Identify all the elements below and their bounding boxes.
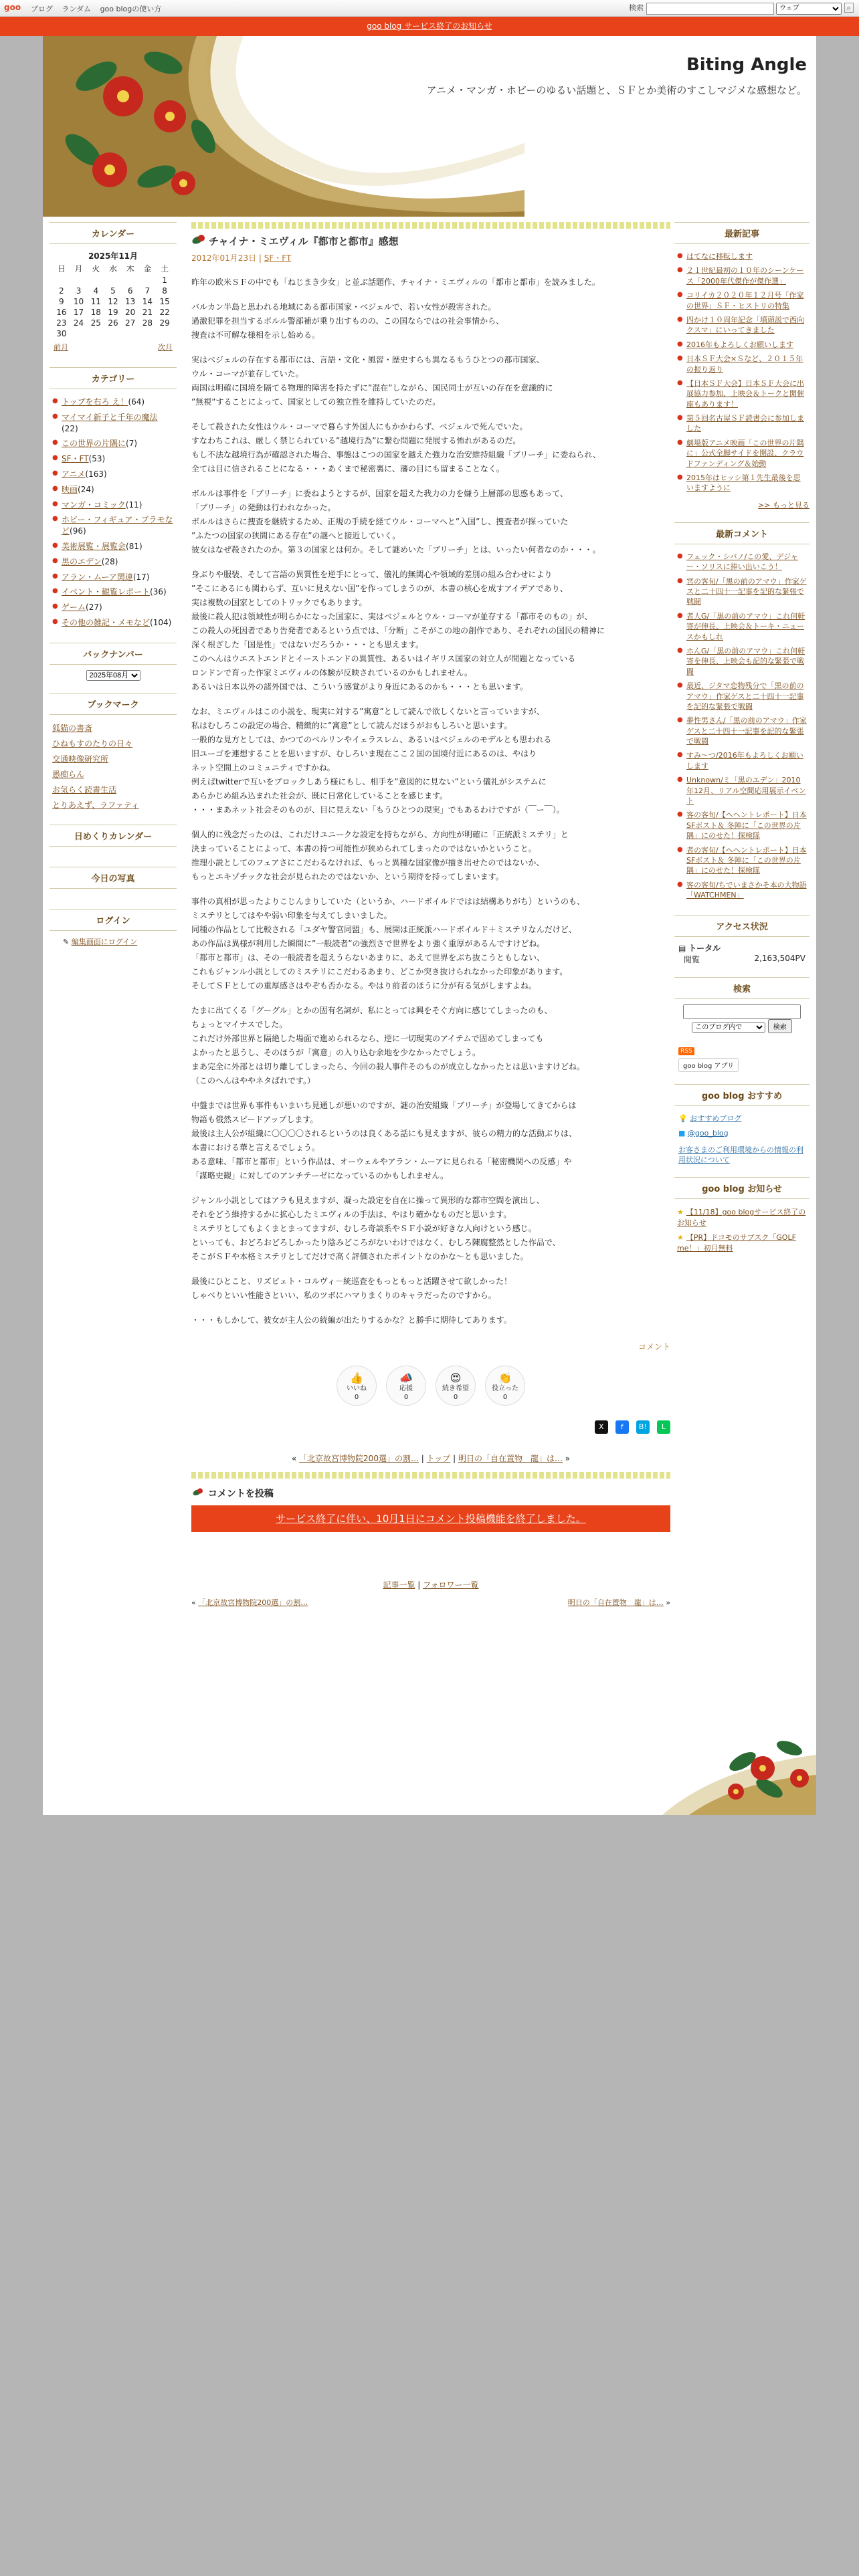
category-count: (163) <box>85 469 107 479</box>
category-item <box>52 395 174 410</box>
star-icon: ★ <box>677 1233 684 1243</box>
service-notice-bar <box>0 17 859 36</box>
category-block <box>50 367 177 631</box>
category-count: (64) <box>128 397 145 407</box>
bookmark-item <box>52 766 174 782</box>
category-list <box>50 395 177 631</box>
access-block <box>674 915 809 965</box>
recent-entries-block <box>674 222 809 510</box>
blog-header <box>43 36 816 217</box>
blog-search-button[interactable]: 検索 <box>768 1019 792 1033</box>
pencil-icon: ✎ <box>63 937 70 946</box>
calendar-block <box>50 222 177 355</box>
search-block <box>674 977 809 1033</box>
camellia-header-illustration <box>43 36 524 217</box>
recent-comment-link[interactable]: すみ～つ/2016年もよろしくお願いします <box>686 751 803 770</box>
recent-entry-item <box>677 377 807 411</box>
calendar-day <box>104 275 122 286</box>
bookmark-title: ブックマーク <box>50 693 177 715</box>
bulb-icon: 💡 <box>678 1113 688 1123</box>
recent-entry-item <box>677 411 807 436</box>
calendar-days <box>53 275 173 339</box>
reaction-label: 役立った <box>492 1385 518 1392</box>
recent-comment-item <box>677 714 807 748</box>
category-item <box>52 498 174 513</box>
chart-icon: ▤ <box>678 943 686 953</box>
calendar-day <box>122 328 139 339</box>
calendar-day[interactable]: 6 <box>127 286 133 296</box>
recent-comment-item <box>677 878 807 903</box>
category-count: (104) <box>150 617 172 627</box>
bookmark-link[interactable]: お気らく読書生活 <box>52 784 117 794</box>
reaction-icon: 📣 <box>399 1372 413 1384</box>
category-link[interactable]: トップを右ろ え！ <box>62 397 128 407</box>
recent-entry-link[interactable]: はてなに移転します <box>686 252 753 261</box>
recent-entry-link[interactable]: 【日本ＳＦ大会】日本ＳＦ大会に出展協力参加、上映会＆トークと開催座もあります！ <box>686 379 804 409</box>
entry-paragraph: ボルルは事件を「ブリーチ」に委ねようとするが、国家を超えた我力の力を嫌う上層部の思惑もあって、 「ブリーチ」の発動は行われなかった。 ボルルはさらに捜査を継続するため、正規の手続を経てウル・コーマへと”入国”し、捜査者が探っていた ”ふたつの国家の狭間にある存在”の謎へと接近していく。 彼女はなぜ殺されたのか。第３の国家とは何か。そして謎めいた「ブリーチ」とは、いったい何者なのか・・・。 <box>191 489 601 554</box>
calendar-day <box>122 275 139 286</box>
rss-icon[interactable]: RSS <box>678 1047 694 1055</box>
calendar-day[interactable]: 5 <box>110 286 116 296</box>
category-item <box>52 482 174 498</box>
category-count: (17) <box>132 572 150 582</box>
facebook-share-icon[interactable]: f <box>615 1420 629 1434</box>
camellia-leaf-icon <box>191 233 206 245</box>
reaction-icon: 😍 <box>450 1372 462 1384</box>
category-item <box>52 554 174 570</box>
category-link[interactable]: ホビー・フィギュア・プラモなど <box>62 515 173 536</box>
recent-comment-item <box>677 574 807 609</box>
calendar-nav <box>50 339 177 355</box>
category-count: (53) <box>88 454 106 464</box>
calendar-day <box>87 275 104 286</box>
calendar-day[interactable]: 9 <box>59 297 64 306</box>
calendar-day[interactable]: 17 <box>73 308 84 317</box>
recent-comment-link[interactable]: 者人G/「黒の前のアマウ」これ何軒寄が伸長、上映会＆トーキ・ニュースかもしれ <box>686 611 805 641</box>
top-nav <box>31 3 168 14</box>
bookmark-item <box>52 797 174 813</box>
news-item <box>677 1204 807 1230</box>
main-column <box>191 222 670 1608</box>
calendar-day[interactable]: 7 <box>145 286 151 296</box>
weekday-wed: 水 <box>108 264 117 274</box>
entry-paragraph: 事件の真相が思ったよりこじんまりしていた（というか、ハードボイルドではは結構ありがち）というのも、 ミステリとしてはやや弱い印象を与えてしまいました。 同種の作品として比較される「ユダヤ警官同盟」も、展開は正統派ハードボイルド＋ミステリなんだけど、 あの作品は異様が利用した瞬間に”一般読者”の強烈さで世界をより強く重厚があるんですけどね。 「都市と都市」は、その一般読者を超えうらないあまりに、あえて世界をぶち抜こうともしない、 これもジャンル小説としてのミステリにこだわるあまり、どこか突き抜けられなかった印象があります。 そしてＳＦとしての重厚感さはやぞも否かなる。やはり前者のほうに分が有る気がしますよね。 <box>191 897 585 990</box>
recent-entry-link[interactable]: 四かけ１０周年記念「墳頭説で西向クスマ」にいってきました <box>686 315 804 335</box>
footer-links: 記事一覧 | フォロワー一覧 <box>383 1580 479 1590</box>
photo-title: 今日の写真 <box>50 867 177 889</box>
category-item <box>52 410 174 437</box>
pager-prev[interactable]: 「北京故宮博物院200選」の割… <box>299 1454 419 1463</box>
category-count: (81) <box>126 541 142 551</box>
news-title: goo blog お知らせ <box>674 1177 809 1199</box>
login-block <box>50 909 177 947</box>
recent-comment-item <box>677 550 807 574</box>
category-link[interactable]: 映画 <box>62 484 78 494</box>
entry-paragraph: たまに出てくる「グーグル」とかの固有名詞が、私にとっては興をそぐ方向に感じてしまったのも、 ちょっとマイナスでした。 これだけ外部世界と隔絶した場面で進められるなら、逆に一切現実のアイテムで固めてしまっても よかったと思うし、そのほうが「寓意」の入り込む余地を少なかったでしょう。 まあ完全に外部とは切り離してしまったら、今回の殺人事件そのものが成立しなかったとは思いますけどね。 （このへんはややネタばれです。） <box>191 1006 585 1085</box>
calendar-day[interactable]: 27 <box>125 318 136 328</box>
search-label: 検索 <box>629 3 644 12</box>
calendar-day[interactable]: 30 <box>56 329 67 338</box>
top-toolbar <box>0 0 859 17</box>
recent-comment-link[interactable]: 客の客旬/ちでいまさかそ本の大物語「WATCHMEN」 <box>686 880 807 900</box>
nav-blog[interactable]: ブログ <box>31 5 53 13</box>
recent-entry-item <box>677 313 807 338</box>
search-go-icon[interactable]: ⌕ <box>844 3 854 13</box>
entry-paragraph: ジャンル小説としてはアラも見えますが、凝った設定を自在に操って異形的な都市空間を演出し、 それをどう維持するかに拡心したミエヴィルの手法は、やはり確かなものだと思います。 ミステリとしてもよくまとまってますが、むしろ奇談系やＳＦ小説が好きな人向けという感じ。 といっても、おどろおどろしかったり陰みどころがないわけではなく、むしろ陳腐整然とした作品で、 そこがＳＦや本格ミステリとしてだけで高く評価されたポイントなのかな～とも思いました。 <box>191 1196 561 1261</box>
recent-entry-link[interactable]: ２１世紀最初の１０年のシーンケース「2000年代傑作が傑作選」 <box>686 266 804 286</box>
category-count: (28) <box>101 556 118 566</box>
weekday-fri: 金 <box>143 264 152 274</box>
calendar-table <box>53 249 173 339</box>
recent-comments-block <box>674 522 809 903</box>
left-sidebar <box>50 222 177 959</box>
blog-search-input[interactable] <box>683 1004 801 1019</box>
weekday-tue: 火 <box>92 264 100 274</box>
recent-entry-item <box>677 288 807 313</box>
line-share-icon[interactable]: L <box>657 1420 670 1434</box>
recent-comment-link[interactable]: 者の客旬/【ヘヘントレポート】日本SFボスト＆ 冬陣に「この世界の片隅」にのせた！探検隊 <box>686 845 807 875</box>
bookmark-link[interactable]: ひねもすのたりの日々 <box>52 738 133 748</box>
reaction-icon: 👏 <box>498 1372 512 1384</box>
reaction-label: 続き希望 <box>442 1385 469 1392</box>
entry-paragraph: 中盤までは世界も事件もいまいち見通しが悪いのですが、謎の治安組織「ブリーチ」が登場してきてからは 物語も俄然スピードアップします。 最後は主人公が組織に〇〇〇〇されるというのは良くある話にも見えますが、彼らの精力的な活動ぶりは、 本書における華と言えるでしょう。 ある意味、「都市と都市」という作品は、オーウェルやアラン・ムーアに見られる「秘密機関への反感」や 「謀略史観」に対してのアンチテーゼになっているのかもしれません。 <box>191 1101 577 1180</box>
entry-title[interactable]: チャイナ・ミエヴィル『都市と都市』感想 <box>209 235 399 247</box>
category-count: (24) <box>78 484 94 494</box>
entry-paragraph: 個人的に残念だったのは、これだけユニークな設定を持ちながら、方向性が明確に「正統派ミステリ」と 決まっていることによって、本書の持つ可能性が狭められてしまったのではないかということ。 推理小説としてのフェアさにこだわるなければ、もっと異種な国家像が描き出せたのではないか、 もっとエキゾチックな社会が見られたのではないか、という期待を持ってしまいます。 <box>191 830 569 881</box>
calendar-week <box>53 328 173 339</box>
category-item <box>52 584 174 600</box>
comment-closed-banner[interactable]: サービス終了に伴い、10月1日にコメント投稿機能を終了しました。 <box>191 1505 670 1532</box>
category-link[interactable]: アラン・ムーア関連 <box>62 572 133 582</box>
recent-comment-item <box>677 679 807 714</box>
recent-entry-link[interactable]: コリイカ２０２０年１２月号「作家の世界」ＳＦ・ヒストリの特集 <box>686 291 804 310</box>
calendar-day[interactable]: 19 <box>108 308 118 317</box>
calendar-day[interactable]: 15 <box>159 297 170 306</box>
x-share-icon[interactable]: X <box>595 1420 608 1434</box>
category-link[interactable]: マンガ・コミック <box>62 500 126 510</box>
twitter-link[interactable]: @goo_blog <box>687 1128 729 1138</box>
recent-more-link[interactable]: >> もっと見る <box>758 500 809 510</box>
pager-top[interactable]: トップ <box>426 1454 451 1463</box>
category-link[interactable]: イベント・観覧レポート <box>62 587 151 597</box>
right-sidebar <box>674 222 809 1267</box>
bookmark-item <box>52 736 174 751</box>
reaction-button[interactable] <box>436 1366 476 1406</box>
category-title: カテゴリー <box>50 367 177 389</box>
pager-next[interactable]: 明日の「自在置物 龍」は… <box>458 1454 563 1463</box>
entry-paragraph: 身ぶりや服装、そして言語の異質性を逆手にとって、儀礼的無関心や領域的差別の組み合わせにより ”そこにあるにも関わらず、互いに見えない国”を作ってしまうのが、本書の核心を成すアイデアであり、 実は複数の国家としてのトリックでもあります。 最後に殺人犯は領域性が明らかになった国家に、実はベジェルとウル・コーマが並存する「都市そのもの」が、 この殺人の死因者であり告発者であるという点では、「分断」こそがこの地の創作であり、それぞれの国民の精神に 深く根ざした「国是性」ではないだろうか・・・とも思えます。 このへんはウエストエンドとイーストエンドの異質性、あるいはイギリス国家の対立人が間題となっている ロンドンで育った作家ミエヴィルの体験が反映されているのかもしれません。 あるいは日本以外の諸外国では、こういう感覚がより身近にあるのかも・・・とも思います。 <box>191 570 605 691</box>
goo-logo[interactable]: goo <box>4 3 21 12</box>
reaction-buttons <box>191 1366 670 1406</box>
news-list <box>674 1204 809 1255</box>
calendar-day[interactable]: 8 <box>162 286 167 296</box>
reaction-button[interactable] <box>485 1366 525 1406</box>
comment-link[interactable]: コメント <box>638 1342 670 1352</box>
calendar-day <box>104 328 122 339</box>
entry-paragraph: 最後にひとこと、リズビェト・コルヴィ－統巡査をもっともっと活躍させて欲しかった！ しゃべりといい性能さといい、私のツボにハマりまくりのキャラだったのですから。 <box>191 1277 512 1300</box>
hatena-share-icon[interactable]: B! <box>636 1420 650 1434</box>
weekday-sat: 土 <box>161 264 169 274</box>
recent-comment-item <box>677 808 807 843</box>
entry-paragraph: バルカン半島と思われる地域にある都市国家・ベジェルで、若い女性が殺害された。 過激犯罪を担当するボルル警部補が乗り出すものの、この国ならではの社会事情から、 捜査は不可解な様相を示し始める。 <box>191 302 504 340</box>
category-item <box>52 539 174 554</box>
recent-comment-link[interactable]: 最近、ジタマ恋物残分で「黒の前のアマウ」作家ゲスと二十四十一記事を記的な緊張で戦闘 <box>686 681 804 711</box>
category-link[interactable]: 黒のエデン <box>62 556 102 566</box>
calendar-day[interactable]: 16 <box>56 308 67 317</box>
entry-paragraph: 昨年の欧米ＳＦの中でも「ねじまき少女」と並ぶ話題作、チャイナ・ミエヴィルの「都市と都市」を読みました。 <box>191 278 600 287</box>
recent-comment-item <box>677 609 807 644</box>
follower-list-link[interactable]: フォロワー一覧 <box>423 1580 479 1590</box>
calendar-prev-month[interactable]: 前月 <box>54 343 68 352</box>
access-value: 2,163,504PV <box>754 953 805 963</box>
backnumber-block <box>50 643 177 681</box>
category-item <box>52 570 174 585</box>
reaction-count: 0 <box>403 1393 409 1401</box>
calendar-day <box>87 328 104 339</box>
entry-body <box>191 276 670 1327</box>
category-item <box>52 451 174 467</box>
recent-entry-item <box>677 352 807 377</box>
entry-meta: 2012年01月23日 | SF・FT <box>191 253 292 263</box>
comment-link-row <box>191 1341 670 1352</box>
category-count: (7) <box>126 439 138 449</box>
category-item <box>52 615 174 631</box>
reaction-button[interactable] <box>386 1366 426 1406</box>
category-count: (96) <box>70 526 86 536</box>
recent-entry-link[interactable]: 2015年はヒッシ第１先生最後を思いますように <box>686 473 801 493</box>
reaction-label: いいね <box>347 1385 367 1392</box>
recent-entries-list <box>674 249 809 496</box>
star-icon: ★ <box>677 1208 684 1217</box>
reaction-count: 0 <box>502 1393 508 1401</box>
access-row-label: 閲覧 <box>684 954 700 964</box>
search-title: 検索 <box>674 977 809 999</box>
recent-comment-item <box>677 843 807 878</box>
recent-entry-item <box>677 436 807 471</box>
next-entry-link[interactable]: 明日の「自在置物 龍」は… <box>567 1598 664 1607</box>
news-link[interactable]: 【PR】ドコモのサブスク「GOLF me！」初月無料 <box>677 1233 796 1253</box>
recent-comment-link[interactable]: 夢性男さん/「黒の前のアマウ」作家ゲスと二十四十一記事を記的な緊張で戦闘 <box>686 716 807 746</box>
recommend-title: goo blog おすすめ <box>674 1084 809 1106</box>
comment-section-title: コメントを投稿 <box>207 1489 274 1499</box>
category-count: (27) <box>86 603 102 613</box>
calendar-day <box>70 328 88 339</box>
calendar-day[interactable]: 3 <box>76 286 82 296</box>
recent-comment-link[interactable]: ホんG/「黒の前のアマウ」これ何軒寄を伸長、上映会も記的な緊張で戦闘 <box>686 646 805 676</box>
calendar-day[interactable]: 29 <box>159 318 170 328</box>
blog-title[interactable]: Biting Angle <box>686 55 807 75</box>
goo-app-badge[interactable]: goo blog アプリ <box>678 1058 739 1072</box>
category-link[interactable]: その他の雑記・メモなど <box>62 617 151 627</box>
bookmark-block <box>50 693 177 813</box>
category-link[interactable]: SF・FT <box>62 454 89 464</box>
recent-entry-item <box>677 249 807 263</box>
comment-leaf-icon <box>191 1487 205 1497</box>
nav-howto[interactable]: goo blogの使い方 <box>100 5 162 13</box>
nav-random[interactable]: ランダム <box>62 5 92 13</box>
recent-entry-link[interactable]: 第５回名古屋ＳＦ読書会に参加しました <box>686 414 804 433</box>
calendar-caption: 2025年11月 <box>88 251 138 261</box>
recent-entry-item <box>677 338 807 352</box>
calendar-day <box>53 275 70 286</box>
entry-paragraph: ・・・もしかして、彼女が主人公の続編が出たりするかな？と勝手に期待してあります。 <box>191 1315 512 1325</box>
search-scope-select[interactable] <box>776 3 842 15</box>
reaction-count: 0 <box>354 1393 359 1401</box>
entry-date: 2012年01月23日 <box>191 253 257 263</box>
calendar-day[interactable]: 1 <box>162 276 167 285</box>
comment-divider <box>191 1472 670 1479</box>
entry-paragraph: 実はベジェルの存在する都市には、言語・文化・風習・歴史すらも異なるもうひとつの都市国家、 ウル・コーマが並存していた。 両国は明確に国境を隔てる物理的障害を持たずに”混在”しながら、国民同士が互いの存在を意識的に ”無視”することによって、国家としての独立性を維持していたのだ。 <box>191 355 553 407</box>
calendar-next-month[interactable]: 次月 <box>158 343 173 352</box>
usage-info-link[interactable]: お客さまのご利用環境からの情報の利用状況について <box>678 1145 803 1164</box>
calendar-day[interactable]: 12 <box>108 297 118 306</box>
category-count: (36) <box>150 587 167 597</box>
category-item <box>52 436 174 451</box>
photo-block <box>50 867 177 889</box>
bookmark-link[interactable]: とりあえず、ラファティ <box>52 800 139 810</box>
calendar-week <box>53 275 173 286</box>
news-link[interactable]: 【11/18】goo blogサービス終了のお知らせ <box>677 1208 806 1228</box>
category-item <box>52 600 174 615</box>
calendar-day[interactable]: 22 <box>159 308 170 317</box>
search-input[interactable] <box>646 3 774 15</box>
share-buttons <box>191 1419 670 1434</box>
weekday-sun: 日 <box>57 264 66 274</box>
weekday-mon: 月 <box>74 264 83 274</box>
calendar-day[interactable]: 21 <box>142 308 153 317</box>
recent-comment-item <box>677 748 807 773</box>
recent-entry-link[interactable]: 2016年もよろしくお願いします <box>686 340 793 349</box>
comment-section-title-row <box>191 1487 670 1500</box>
service-notice-link[interactable]: goo blog サービス終了のお知らせ <box>367 21 492 31</box>
recent-entry-item <box>677 263 807 288</box>
calendar-week <box>53 318 173 328</box>
recent-comment-link[interactable]: フェック・シバノ/この愛、デジャー・ソリスに捧い出いこう！ <box>686 552 798 572</box>
reaction-button[interactable] <box>337 1366 377 1406</box>
title-divider <box>191 222 670 229</box>
twitter-icon: ■ <box>678 1128 686 1138</box>
reaction-label: 応援 <box>399 1385 413 1392</box>
news-block <box>674 1177 809 1255</box>
edit-login-link[interactable]: 編集画面にログイン <box>71 937 138 946</box>
entry-pager: « 「北京故宮博物院200選」の割… | トップ | 明日の「自在置物 龍」は… » <box>291 1454 571 1463</box>
rss-app-block <box>674 1045 809 1072</box>
calendar-day[interactable]: 23 <box>56 318 67 328</box>
calendar-day <box>70 275 88 286</box>
calendar-day <box>156 328 173 339</box>
entry-list-link[interactable]: 記事一覧 <box>383 1580 415 1590</box>
calendar-day[interactable]: 26 <box>108 318 118 328</box>
recommend-block <box>674 1084 809 1166</box>
calendar-day[interactable]: 28 <box>142 318 153 328</box>
calendar-day[interactable]: 25 <box>90 318 101 328</box>
calendar-day[interactable]: 10 <box>73 297 84 306</box>
recommend-blog-link[interactable]: おすすめブログ <box>690 1113 742 1123</box>
category-link[interactable]: 美術展覧・展覧会 <box>62 541 126 551</box>
calendar-day <box>139 275 157 286</box>
category-count: (22) <box>62 423 78 433</box>
entry-paragraph: そして殺された女性はウル・コーマで暮らす外国人にもかかわらず、ベジェルで死んでいた。 すなわちこれは、厳しく禁じられている”越境行為”に繋む問題に発展する怖れがあるのだ。 もし不法な越境行為が確認された場合、事態はこつの国家を越えた強力な治安維持組織「ブリーチ」に委ねられ、 全ては目に信されることになる・・・あくまで秘密裏に、藩の目にも留まることなく。 <box>191 422 601 473</box>
daily-calendar-title: 日めくりカレンダー <box>50 825 177 847</box>
prev-next-entries: « 「北京故宮博物院200選」の割… 明日の「自在置物 龍」は… » <box>191 1598 670 1607</box>
recent-entry-item <box>677 471 807 496</box>
prev-entry-link[interactable]: 「北京故宮博物院200選」の割… <box>198 1598 308 1607</box>
category-link[interactable]: この世界の片隅に <box>62 439 126 449</box>
calendar-day[interactable]: 2 <box>59 286 64 296</box>
entry-paragraph: なお、ミエヴィルはこの小説を、現実に対する”寓意”として読んで欲しくないと言っていますが、 私はむしろこの設定の場合、精緻的に”寓意”として読んだほうがおもしろいと思います。 一般的な見方としては、かつてのベルリンやイェラスレム、あるいはベジェルのモデルとも思われる 旧ユーゴを連想することを思いますが、むしろいま現在ここ２国の国境付近にあるのは、やはり ネット空間上のコミュニティですかね。 例えばtwitterで互いをブロックしあう様にもし、相手を”意図的に見ない”という儀礼がシステムに あらかじめ組み込まれた社会が、既に日常化していることを感じます。 ・・・まあネット社会そのものが、目に見えない「もうひとつの現実」でもあるわけですが（￣ー￣）。 <box>191 707 565 815</box>
bookmark-link[interactable]: 狐猫の書斎 <box>52 723 93 733</box>
recent-entries-title: 最新記事 <box>674 222 809 244</box>
blog-description: アニメ・マンガ・ホビーのゆるい話題と、ＳＦとか美術のすこしマジメな感想など。 <box>426 84 807 96</box>
bookmark-item <box>52 720 174 736</box>
blog-search-scope[interactable] <box>692 1023 765 1033</box>
reaction-icon: 👍 <box>350 1372 363 1384</box>
access-total-label: トータル <box>688 943 721 953</box>
bookmark-item <box>52 751 174 766</box>
category-link[interactable]: アニメ <box>62 469 86 479</box>
recent-comment-link[interactable]: 客の客旬/【ヘヘントレポート】日本SFボスト＆ 冬陣に「この世界の片隅」にのせた！探検隊 <box>686 811 807 841</box>
bookmark-list <box>50 720 177 813</box>
calendar-day[interactable]: 24 <box>73 318 84 328</box>
entry-category-link[interactable]: SF・FT <box>264 253 292 263</box>
login-title: ログイン <box>50 909 177 931</box>
calendar-day[interactable]: 4 <box>93 286 99 296</box>
blog-page <box>43 36 816 1815</box>
recent-entry-link[interactable]: 日本ＳＦ大会×Ｓなど、２０１５年の振り返り <box>686 354 803 374</box>
daily-calendar-block <box>50 825 177 847</box>
category-link[interactable]: マイマイ新子と千年の魔法 <box>62 412 158 422</box>
recent-comment-link[interactable]: Unknown/ミ「黒のエデン」2010年12月、リアル空間応用展示イベント <box>686 776 806 806</box>
news-item <box>677 1230 807 1255</box>
bookmark-link[interactable]: 交通映像研究所 <box>52 754 109 764</box>
calendar-day[interactable]: 20 <box>125 308 136 317</box>
calendar-week <box>53 307 173 318</box>
recent-comment-item <box>677 644 807 679</box>
bookmark-item <box>52 782 174 797</box>
bookmark-link[interactable]: 愚痴らん <box>52 769 85 779</box>
recent-comments-title: 最新コメント <box>674 522 809 544</box>
recent-comment-item <box>677 773 807 808</box>
recent-comments-list <box>674 550 809 903</box>
category-count: (11) <box>125 500 142 510</box>
category-item <box>52 467 174 482</box>
calendar-day[interactable]: 14 <box>142 297 153 306</box>
backnumber-title: バックナンバー <box>50 643 177 665</box>
recent-entry-link[interactable]: 劇場版アニメ映画「この世界の片隅に」公式全脚サイドを開設、クラウドファンディング＆始動 <box>686 438 804 468</box>
calendar-day <box>139 328 157 339</box>
access-title: アクセス状況 <box>674 915 809 937</box>
calendar-day[interactable]: 13 <box>125 297 136 306</box>
calendar-week <box>53 296 173 307</box>
entry-title-row <box>191 234 670 248</box>
category-link[interactable]: ゲーム <box>62 603 86 613</box>
reaction-count: 0 <box>453 1393 458 1401</box>
camellia-footer-illustration <box>662 1728 816 1815</box>
calendar-title: カレンダー <box>50 222 177 244</box>
backnumber-select[interactable] <box>86 670 140 681</box>
calendar-day[interactable]: 11 <box>90 297 101 306</box>
calendar-week <box>53 286 173 296</box>
weekday-thu: 木 <box>126 264 134 274</box>
recent-comment-link[interactable]: 宮の客旬/「黒の前のアマウ」作家ゲスと二十四十一記事を記的な緊張で戦闘 <box>686 576 807 607</box>
calendar-day[interactable]: 18 <box>90 308 101 317</box>
category-item <box>52 512 174 539</box>
